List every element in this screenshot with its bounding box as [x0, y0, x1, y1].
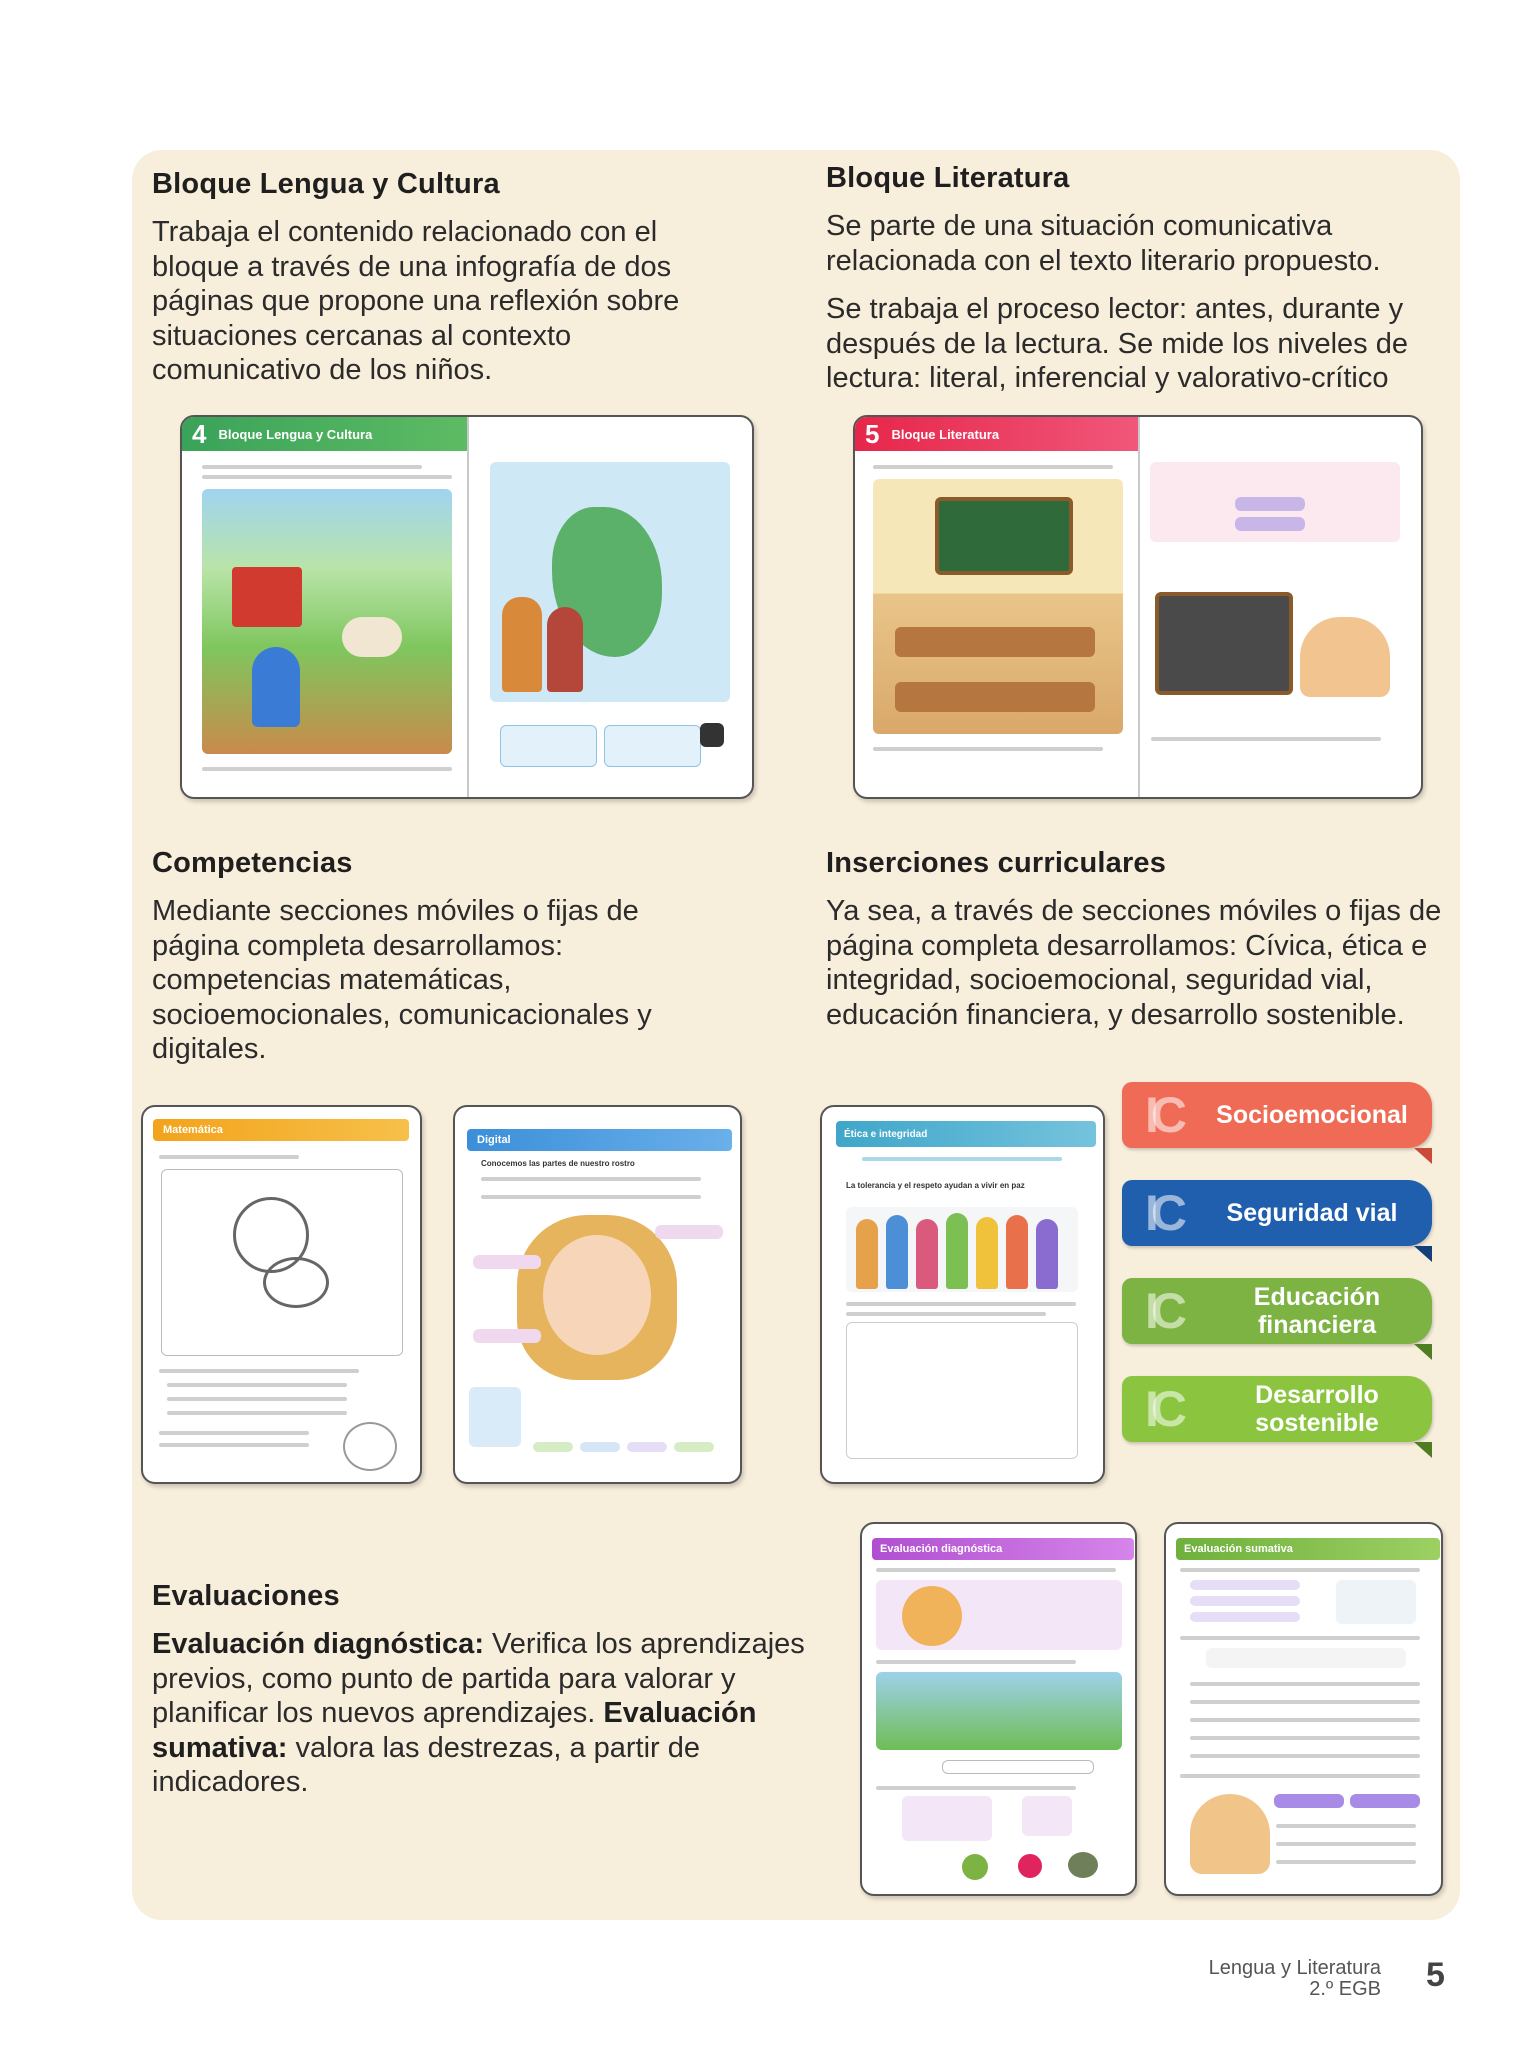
thumbnail-etica	[820, 1105, 1105, 1484]
section-title: Inserciones curriculares	[826, 847, 1167, 879]
ic-logo-icon: IC	[1145, 1185, 1179, 1241]
section-body: Mediante secciones móviles o fijas de página completa desarrollamos: competencias matemáticas, socioemocionales, comunicacionales y digitales.	[152, 895, 652, 1065]
section-lengua-cultura	[152, 168, 732, 388]
thumbnail-evaluacion-diagnostica	[860, 1522, 1137, 1896]
footer-subject: Lengua y Literatura 2.º EGB	[1208, 1957, 1381, 2000]
spread-fold	[467, 417, 469, 797]
section-evaluaciones	[152, 1580, 842, 1800]
ic-tag-socioemocional: IC Socioemocional	[1122, 1082, 1432, 1148]
section-body: Trabaja el contenido relacionado con el bloque a través de una infografía de dos páginas que propone una reflexión sobre situaciones cercanas al contexto comunicativo de los niños.	[152, 216, 680, 386]
section-body: Ya sea, a través de secciones móviles o fijas de página completa desarrollamos: Cívica, ética e integridad, socioemocional, seguridad vial, educación financiera, y desarrollo sostenible.	[826, 895, 1442, 1031]
ic-logo-icon: IC	[1145, 1283, 1179, 1339]
section-literatura	[826, 162, 1466, 396]
diagnostica-label: Evaluación diagnóstica:	[152, 1628, 484, 1660]
section-body: Se trabaja el proceso lector: antes, durante y después de la lectura. Se mide los niveles de lectura: literal, inferencial y valorativo-crítico	[826, 293, 1408, 394]
section-title: Competencias	[152, 847, 353, 879]
section-title: Bloque Lengua y Cultura	[152, 168, 500, 200]
section-competencias	[152, 847, 732, 1067]
thumbnail-header: Matemática	[153, 1119, 409, 1141]
thumbnail-subtitle: Conocemos las partes de nuestro rostro	[481, 1159, 635, 1168]
thumbnail-lengua-cultura	[180, 415, 754, 799]
thumbnail-evaluacion-sumativa	[1164, 1522, 1443, 1896]
section-body: Se parte de una situación comunicativa relacionada con el texto literario propuesto.	[826, 210, 1381, 277]
page-number: 5	[1426, 1956, 1445, 1994]
cat-illustration	[1190, 1794, 1270, 1874]
section-title: Bloque Literatura	[826, 162, 1070, 194]
section-title: Evaluaciones	[152, 1580, 340, 1612]
thumbnail-header: Evaluación sumativa	[1176, 1538, 1440, 1560]
thumbnail-literatura	[853, 415, 1423, 799]
thumbnail-header: 5 Bloque Literatura	[855, 417, 1138, 451]
ic-tag-educacion-financiera: IC Educación financiera	[1122, 1278, 1432, 1344]
thumbnail-header: 4 Bloque Lengua y Cultura	[182, 417, 467, 451]
children-scene-illustration	[876, 1672, 1122, 1750]
section-inserciones	[826, 847, 1456, 1032]
thumbnail-header: Evaluación diagnóstica	[872, 1538, 1134, 1560]
footer-grade: 2.º EGB	[1309, 1978, 1381, 2000]
ic-logo-icon: IC	[1145, 1381, 1179, 1437]
sumativa-label: Evaluación sumativa:	[152, 1697, 757, 1764]
thumbnail-header: Digital	[467, 1129, 732, 1151]
thumbnail-digital	[453, 1105, 742, 1484]
thumbnail-header: Ética e integridad	[836, 1121, 1096, 1147]
ic-tag-seguridad-vial: IC Seguridad vial	[1122, 1180, 1432, 1246]
ic-logo-icon: IC	[1145, 1087, 1179, 1143]
spread-fold	[1138, 417, 1140, 797]
thumbnail-matematica	[141, 1105, 422, 1484]
thumbnail-subtitle: La tolerancia y el respeto ayudan a vivir en paz	[846, 1181, 1025, 1190]
ic-tag-desarrollo-sostenible: IC Desarrollo sostenible	[1122, 1376, 1432, 1442]
section-body: Evaluación diagnóstica: Verifica los aprendizajes previos, como punto de partida para valorar y planificar los nuevos aprendizajes. Evaluación sumativa: valora las destrezas, a partir de indicadores.	[152, 1628, 805, 1798]
